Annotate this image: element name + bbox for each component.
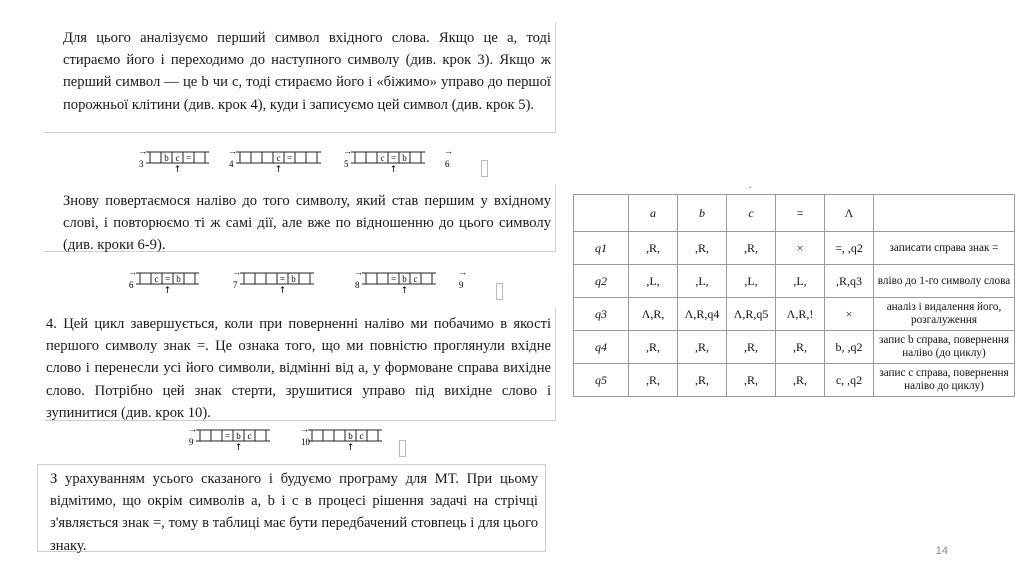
comment-cell: запис c справа, повернення наліво до циклу): [874, 364, 1015, 397]
tape-step-label: 9: [189, 437, 194, 447]
table-caption-dot: .: [749, 180, 752, 191]
tape-cell-symbol: =: [224, 431, 231, 441]
header-cell: a: [629, 195, 678, 232]
transition-cell: ,R,: [678, 331, 727, 364]
tape-step-label: 5: [344, 159, 349, 169]
transition-cell: c, ,q2: [825, 364, 874, 397]
tape-cell-symbol: b: [291, 274, 296, 284]
tape-head-arrow: ↑: [346, 443, 355, 453]
table-row: [574, 232, 1015, 265]
tape-step-label: 9: [459, 280, 464, 290]
tape-head-arrow: ↑: [274, 165, 283, 175]
tape-cell-symbol: b: [236, 431, 241, 441]
tape-cell-symbol: b: [176, 274, 181, 284]
transition-cell: ,L,: [727, 265, 776, 298]
table-row: [574, 331, 1015, 364]
paragraph-3: 4. Цей цикл завершується, коли при поверненні наліво ми побачимо в якості першого символу знак =. Це ознака того, що ми повністю проглянули вхідне слово і перенесли усі його символи, відмінні від a, у формоване справа вихідне слово. Потрібно цей знак стерти, зрушитися управо під вихідне слово і зупинитися (див. крок 10).: [46, 316, 551, 421]
tape-cell-symbol: c: [380, 153, 385, 163]
tape-cell-symbol: c: [175, 153, 180, 163]
transition-cell: ,R,: [727, 364, 776, 397]
tape-cell-symbol: =: [164, 274, 171, 284]
transition-cell: ,R,: [629, 232, 678, 265]
tape-cell-symbol: c: [247, 431, 252, 441]
tape-row-end-mark: [496, 283, 503, 300]
tape-step-arrow: →: [188, 424, 197, 434]
tape-cell-symbol: b: [402, 274, 407, 284]
tape-row-end-mark: [399, 440, 406, 457]
state-cell: q4: [574, 331, 629, 364]
tape-step-arrow: →: [458, 267, 467, 277]
transition-cell: ,R,: [678, 232, 727, 265]
table-row: [574, 364, 1015, 397]
header-cell: Λ: [825, 195, 874, 232]
transition-cell: Λ,R,q4: [678, 298, 727, 331]
transition-cell: ×: [825, 298, 874, 331]
paragraph-4: З урахуванням усього сказаного і будуємо програму для МТ. При цьому відмітимо, що окрім символів a, b і c в процесі рішення задачі на стрічці з'являється знак =, тому в таблиці має бути передбачений стовпець і для цього знаку.: [50, 471, 538, 554]
tape-step-arrow: →: [232, 267, 241, 277]
paragraph-1: Для цього аналізуємо перший символ вхідного слова. Якщо це a, тоді стираємо його і переходимо до наступного символу (див. крок 3). Якщо ж перший символ — це b чи c, тоді стираємо його і «біжимо» управо до першої порожньої клітини (див. крок 4), куди і записуємо цей символ (див. крок 5).: [63, 30, 551, 113]
transition-cell: =, ,q2: [825, 232, 874, 265]
comment-cell: вліво до 1-го символу слова: [874, 265, 1015, 298]
transition-cell: ,R,: [776, 331, 825, 364]
header-cell: b: [678, 195, 727, 232]
tape-step-arrow: →: [128, 267, 137, 277]
tape-step-label: 7: [233, 280, 238, 290]
tape-cell-symbol: c: [276, 153, 281, 163]
tape-cell-symbol: =: [390, 274, 397, 284]
transition-cell: ,R,q3: [825, 265, 874, 298]
tape-step-arrow: →: [138, 146, 147, 156]
header-cell: [874, 195, 1015, 232]
table-header-row: [574, 195, 1015, 232]
tape-cell-symbol: c: [413, 274, 418, 284]
header-cell: [574, 195, 629, 232]
transition-cell: b, ,q2: [825, 331, 874, 364]
tape-step-arrow: →: [354, 267, 363, 277]
tape-head-arrow: ↑: [173, 165, 182, 175]
state-cell: q3: [574, 298, 629, 331]
tape-step-arrow: →: [228, 146, 237, 156]
comment-cell: записати справа знак =: [874, 232, 1015, 265]
transition-cell: ,R,: [727, 331, 776, 364]
transition-cell: Λ,R,q5: [727, 298, 776, 331]
tape-step-label: 8: [355, 280, 360, 290]
tape-cell-symbol: b: [402, 153, 407, 163]
tape-cell-symbol: =: [286, 153, 293, 163]
transition-cell: Λ,R,: [629, 298, 678, 331]
transition-cell: ×: [776, 232, 825, 265]
tape-cell-symbol: c: [154, 274, 159, 284]
paragraph-2: Знову повертаємося наліво до того символу, який став першим у вхідному слові, і повторюємо ті ж самі дії, але вже по відношенню до цього символу (див. кроки 6-9).: [63, 193, 551, 254]
comment-cell: аналіз і видалення його, розгалуження: [874, 298, 1015, 331]
transition-cell: ,L,: [678, 265, 727, 298]
tape-cell-symbol: =: [185, 153, 192, 163]
tape-step-arrow: →: [444, 146, 453, 156]
tape-step-arrow: →: [300, 424, 309, 434]
page-number: 14: [935, 545, 948, 557]
tape-head-arrow: ↑: [278, 286, 287, 296]
transition-cell: ,L,: [776, 265, 825, 298]
tape-step-label: 10: [301, 437, 310, 447]
comment-cell: запис b справа, повернення наліво (до циклу): [874, 331, 1015, 364]
header-cell: c: [727, 195, 776, 232]
tape-head-arrow: ↑: [163, 286, 172, 296]
transition-cell: ,R,: [727, 232, 776, 265]
tape-cell-symbol: b: [164, 153, 169, 163]
turing-machine-table: [573, 194, 1015, 397]
tape-head-arrow: ↑: [400, 286, 409, 296]
transition-cell: ,R,: [629, 364, 678, 397]
state-cell: q1: [574, 232, 629, 265]
tape-cell-symbol: =: [390, 153, 397, 163]
tape-head-arrow: ↑: [389, 165, 398, 175]
transition-cell: Λ,R,!: [776, 298, 825, 331]
table-row: [574, 265, 1015, 298]
table-row: [574, 298, 1015, 331]
state-cell: q5: [574, 364, 629, 397]
tape-cell-symbol: b: [348, 431, 353, 441]
transition-cell: ,L,: [629, 265, 678, 298]
tape-step-label: 6: [129, 280, 134, 290]
tape-step-arrow: →: [343, 146, 352, 156]
tape-row-end-mark: [481, 160, 488, 177]
tape-step-label: 3: [139, 159, 144, 169]
tape-step-label: 6: [445, 159, 450, 169]
tape-head-arrow: ↑: [234, 443, 243, 453]
state-cell: q2: [574, 265, 629, 298]
transition-cell: ,R,: [678, 364, 727, 397]
header-cell: =: [776, 195, 825, 232]
transition-cell: ,R,: [776, 364, 825, 397]
tape-cell-symbol: c: [359, 431, 364, 441]
transition-cell: ,R,: [629, 331, 678, 364]
tape-cell-symbol: =: [279, 274, 286, 284]
tape-step-label: 4: [229, 159, 234, 169]
